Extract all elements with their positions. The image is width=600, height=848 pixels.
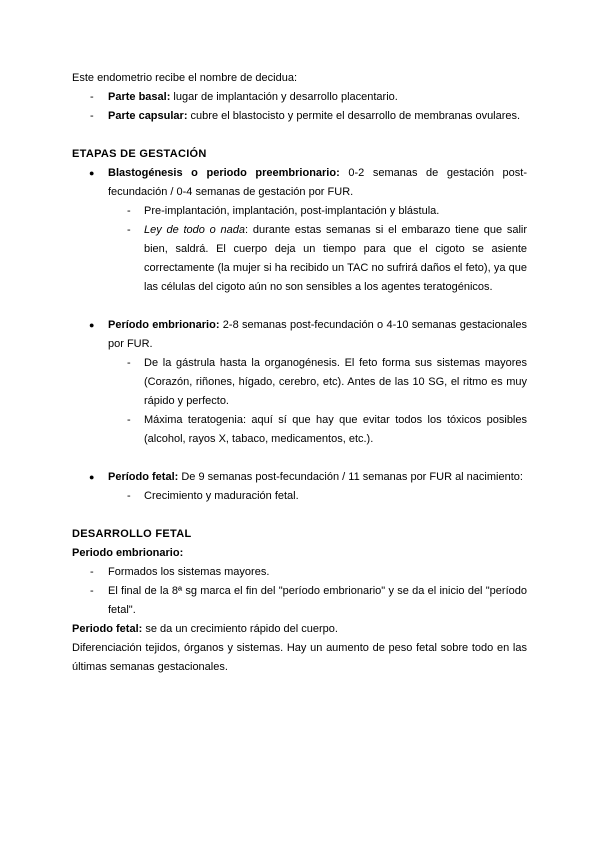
- list-item: - Formados los sistemas mayores.: [72, 563, 527, 582]
- list-item: ● Período fetal: De 9 semanas post-fecundación / 11 semanas por FUR al nacimiento:: [72, 468, 527, 487]
- section-heading-desarrollo: DESARROLLO FETAL: [72, 528, 192, 540]
- decidua-list: [72, 88, 527, 126]
- etapas-list: [72, 164, 527, 202]
- intro-text: Este endometrio recibe el nombre de decidua:: [72, 72, 298, 84]
- etapas-list: [72, 316, 527, 354]
- list-item: - Crecimiento y maduración fetal.: [72, 487, 527, 506]
- list-item: - Parte capsular: cubre el blastocisto y permite el desarrollo de membranas ovulares.: [72, 107, 527, 126]
- list-item: - De la gástrula hasta la organogénesis. El feto forma sus sistemas mayores (Corazón, riñones, hígado, cerebro, etc). Antes de las 10 SG, el ritmo es muy rápido y perfecto.: [72, 354, 527, 411]
- subheading-embrionario: Periodo embrionario:: [72, 547, 184, 559]
- list-item: - Parte basal: lugar de implantación y desarrollo placentario.: [72, 88, 527, 107]
- fetal-paragraph: Periodo fetal: se da un crecimiento rápido del cuerpo.: [72, 623, 338, 635]
- list-item: - Ley de todo o nada: durante estas semanas si el embarazo tiene que salir bien, saldrá. El cuerpo deja un tiempo para que el cigoto se asiente correctamente (la mujer si ha recibido un TAC no sufrirá daños el feto), ya que las células del cigoto aún no son sensibles a los agentes teratogénicos.: [72, 221, 527, 297]
- embrionario-list: [72, 563, 527, 620]
- sub-list: [72, 354, 527, 449]
- etapas-list: [72, 468, 527, 487]
- sub-list: [72, 487, 527, 506]
- section-heading-etapas: ETAPAS DE GESTACIÓN: [72, 148, 207, 160]
- list-item: ● Blastogénesis o periodo preembrionario: 0-2 semanas de gestación post-fecundación / 0-4 semanas de gestación por FUR.: [72, 164, 527, 202]
- document-page: [72, 69, 527, 677]
- list-item: - El final de la 8ª sg marca el fin del "período embrionario" y se da el inicio del "período fetal".: [72, 582, 527, 620]
- list-item: - Máxima teratogenia: aquí sí que hay que evitar todos los tóxicos posibles (alcohol, rayos X, tabaco, medicamentos, etc.).: [72, 411, 527, 449]
- closing-paragraph: Diferenciación tejidos, órganos y sistemas. Hay un aumento de peso fetal sobre todo en las últimas semanas gestacionales.: [72, 642, 527, 673]
- sub-list: [72, 202, 527, 297]
- list-item: - Pre-implantación, implantación, post-implantación y blástula.: [72, 202, 527, 221]
- list-item: ● Período embrionario: 2-8 semanas post-fecundación o 4-10 semanas gestacionales por FUR.: [72, 316, 527, 354]
